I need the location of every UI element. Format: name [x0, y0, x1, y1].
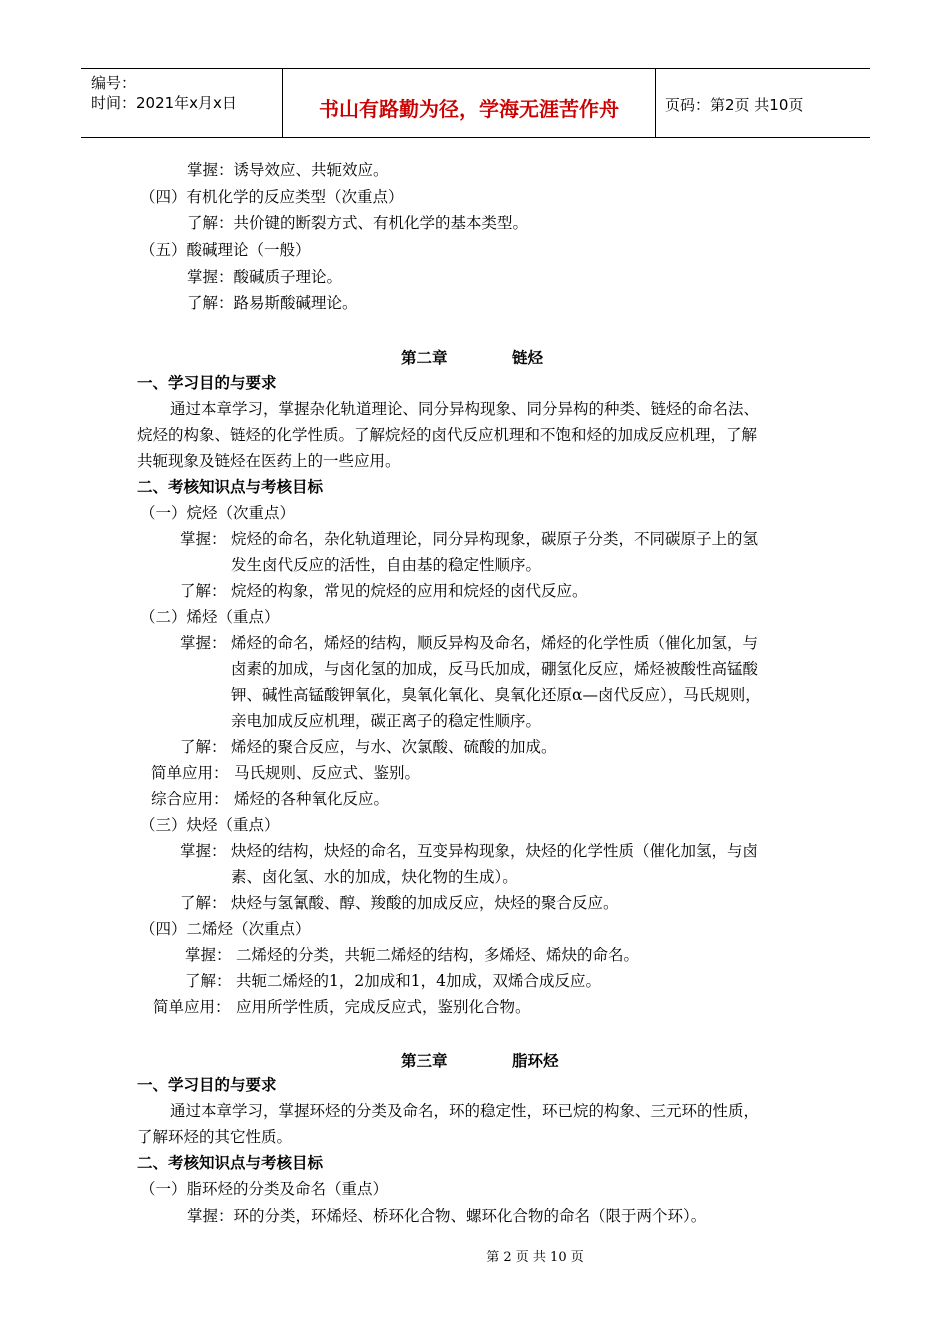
- paragraph-line: 了解环烃的其它性质。: [137, 1128, 293, 1146]
- item-text: 炔烃的结构，炔烃的命名，互变异构现象，炔烃的化学性质（催化加氢，与卤: [231, 842, 759, 860]
- paragraph-line: 共轭现象及链烃在医药上的一些应用。: [137, 452, 401, 470]
- item-label: 简单应用：: [153, 998, 231, 1016]
- item-label: 了解：: [180, 738, 227, 756]
- part-heading: 二、考核知识点与考核目标: [137, 1153, 324, 1172]
- header-right-cell: [655, 69, 870, 137]
- header-left-cell: [81, 69, 282, 137]
- part-heading: 一、学习目的与要求: [137, 1075, 277, 1094]
- text-line: 了解：共价键的断裂方式、有机化学的基本类型。: [187, 214, 529, 232]
- item-text: 烷烃的命名，杂化轨道理论，同分异构现象，碳原子分类，不同碳原子上的氢: [231, 530, 759, 548]
- item-label: 简单应用：: [151, 764, 229, 782]
- item-text: 烷烃的构象，常见的烷烃的应用和烷烃的卤代反应。: [231, 582, 588, 600]
- document-number-label: 编号：: [91, 74, 137, 92]
- chapter-title: 链烃: [512, 348, 544, 367]
- header-motto: 书山有路勤为径，学海无涯苦作舟: [319, 97, 619, 121]
- item-text: 炔烃与氢氰酸、醇、羧酸的加成反应，炔烃的聚合反应。: [231, 894, 619, 912]
- section-heading: （四）二烯烃（次重点）: [140, 920, 311, 938]
- item-text: 马氏规则、反应式、鉴别。: [234, 764, 421, 782]
- item-label: 掌握：: [180, 842, 227, 860]
- text-line: 了解：路易斯酸碱理论。: [187, 294, 358, 312]
- paragraph-line: 通过本章学习，掌握环烃的分类及命名，环的稳定性，环已烷的构象、三元环的性质，: [170, 1102, 760, 1120]
- item-label: 了解：: [185, 972, 232, 990]
- section-heading: （一）烷烃（次重点）: [140, 504, 296, 522]
- chapter-title: 脂环烃: [512, 1051, 559, 1070]
- text-line: 掌握：酸碱质子理论。: [187, 268, 343, 286]
- item-text: 发生卤代反应的活性，自由基的稳定性顺序。: [231, 556, 542, 574]
- section-heading: （四）有机化学的反应类型（次重点）: [140, 188, 404, 206]
- item-text: 共轭二烯烃的1，2加成和1，4加成，双烯合成反应。: [236, 972, 601, 990]
- part-heading: 一、学习目的与要求: [137, 373, 277, 392]
- item-label: 了解：: [180, 582, 227, 600]
- paragraph-line: 烷烃的构象、链烃的化学性质。了解烷烃的卤代反应机理和不饱和烃的加成反应机理，了解: [137, 426, 758, 444]
- header-center-cell: [282, 69, 656, 137]
- page-footer: 第 2 页 共 10 页: [486, 1250, 584, 1265]
- item-text: 卤素的加成，与卤化氢的加成，反马氏加成，硼氢化反应，烯烃被酸性高锰酸: [231, 660, 759, 678]
- item-text: 烯烃的各种氧化反应。: [234, 790, 390, 808]
- section-heading: （五）酸碱理论（一般）: [140, 241, 311, 259]
- part-heading: 二、考核知识点与考核目标: [137, 477, 324, 496]
- item-label: 掌握：: [185, 946, 232, 964]
- chapter-number: 第三章: [401, 1051, 448, 1070]
- item-text: 钾、碱性高锰酸钾氧化，臭氧化氧化、臭氧化还原α—卤代反应），马氏规则，: [231, 686, 761, 704]
- section-heading: （二）烯烃（重点）: [140, 608, 280, 626]
- item-label: 了解：: [180, 894, 227, 912]
- text-line: 掌握：环的分类，环烯烃、桥环化合物、螺环化合物的命名（限于两个环）。: [187, 1207, 707, 1225]
- item-text: 亲电加成反应机理，碳正离子的稳定性顺序。: [231, 712, 542, 730]
- text-line: 掌握：诱导效应、共轭效应。: [187, 161, 389, 179]
- header-page-info: 页码：第2页 共10页: [665, 96, 804, 114]
- section-heading: （三）炔烃（重点）: [140, 816, 280, 834]
- section-heading: （一）脂环烃的分类及命名（重点）: [140, 1180, 389, 1198]
- item-text: 烯烃的命名，烯烃的结构，顺反异构及命名，烯烃的化学性质（催化加氢，与: [231, 634, 759, 652]
- item-text: 烯烃的聚合反应，与水、次氯酸、硫酸的加成。: [231, 738, 557, 756]
- item-text: 二烯烃的分类，共轭二烯烃的结构，多烯烃、烯炔的命名。: [236, 946, 640, 964]
- item-label: 综合应用：: [151, 790, 229, 808]
- chapter-number: 第二章: [401, 348, 448, 367]
- document-time-label: 时间：2021年x月x日: [91, 94, 237, 112]
- paragraph-line: 通过本章学习，掌握杂化轨道理论、同分异构现象、同分异构的种类、链烃的命名法、: [170, 400, 760, 418]
- page-header: [81, 68, 870, 138]
- item-label: 掌握：: [180, 634, 227, 652]
- item-text: 素、卤化氢、水的加成，炔化物的生成）。: [231, 868, 518, 886]
- item-label: 掌握：: [180, 530, 227, 548]
- item-text: 应用所学性质，完成反应式，鉴别化合物。: [236, 998, 531, 1016]
